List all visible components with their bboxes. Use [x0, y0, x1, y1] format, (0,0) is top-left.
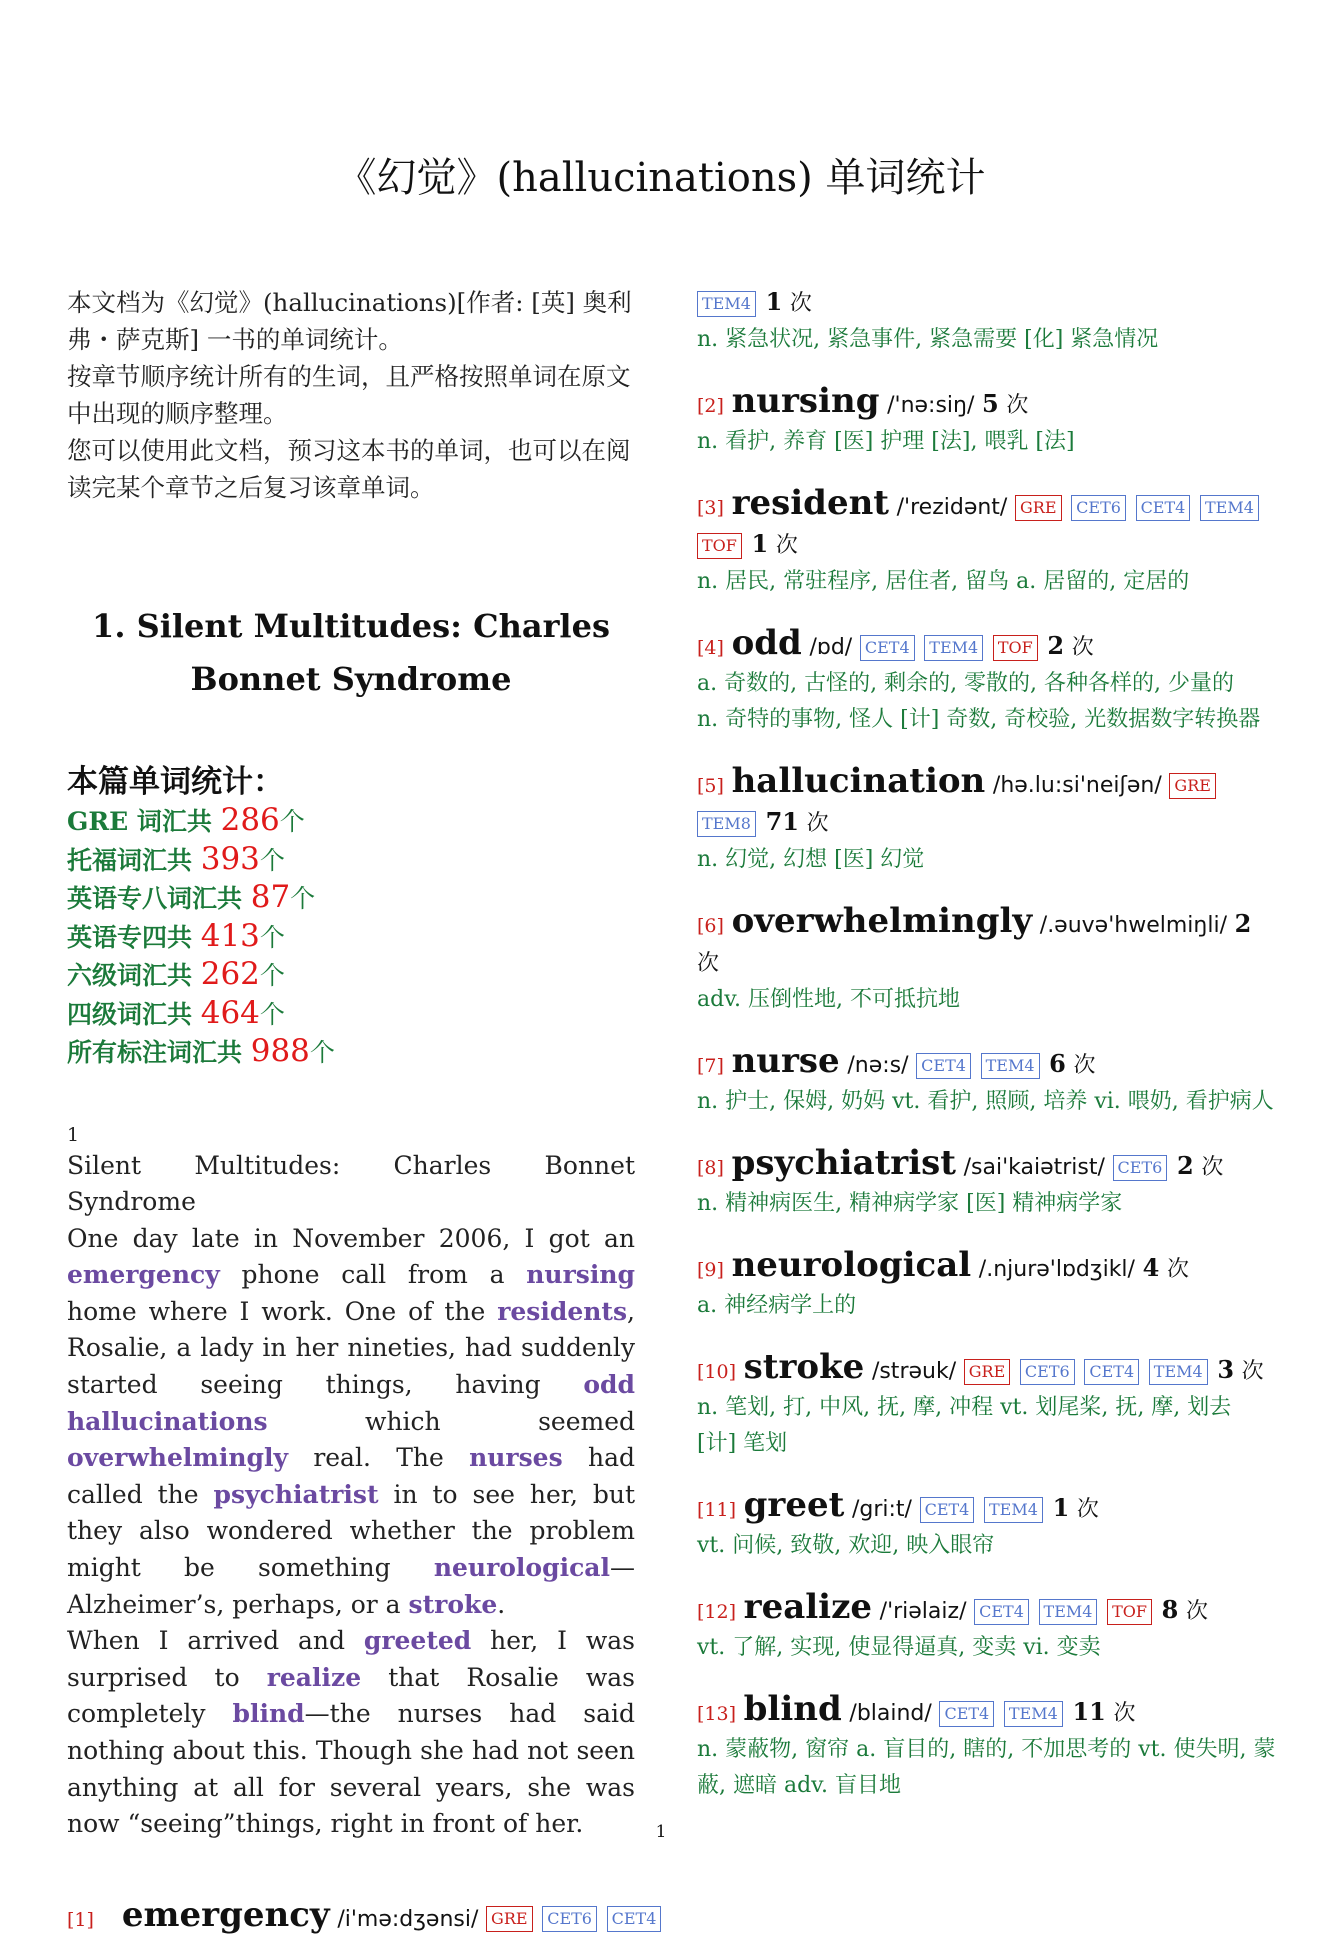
entry-definition: n. 看护, 养育 [医] 护理 [法], 喂乳 [法]: [697, 429, 1075, 454]
highlighted-word: overwhelmingly: [67, 1443, 289, 1473]
vocab-entry: [697, 1043, 1277, 1120]
stats-count: 262: [200, 956, 260, 992]
vocab-entry: [697, 1691, 1277, 1804]
entry-count: 71: [765, 807, 799, 836]
entry-word: greet: [743, 1485, 845, 1525]
entry-times: 次: [1201, 1155, 1224, 1180]
entry-times: 次: [1006, 393, 1029, 418]
stats-list: [67, 802, 635, 1072]
entry-times: 次: [775, 533, 798, 558]
exam-tag: CET6: [542, 1906, 597, 1932]
entry-definition: a. 神经病学上的: [697, 1293, 857, 1318]
highlighted-word: greeted: [363, 1626, 472, 1656]
intro-line: 本文档为《幻觉》(hallucinations)[作者: [英] 奥利弗・萨克斯] 一书的单词统计。: [67, 288, 632, 354]
stats-unit: 个: [309, 1038, 335, 1067]
exam-tag: CET4: [1084, 1359, 1139, 1385]
entry-definition: n. 护士, 保姆, 奶妈 vt. 看护, 照顾, 培养 vi. 喂奶, 看护病人: [697, 1089, 1274, 1114]
entry-definition: vt. 了解, 实现, 使显得逼真, 变卖 vi. 变卖: [697, 1635, 1101, 1660]
entry-word: realize: [743, 1587, 873, 1627]
entry-word: nurse: [731, 1041, 840, 1081]
stats-label: 四级词汇共: [67, 999, 201, 1029]
exam-tag: TEM4: [1149, 1359, 1208, 1385]
vocab-entry-continued: [697, 284, 1277, 358]
entry-head: [697, 1043, 1277, 1084]
exam-tag: CET4: [1136, 495, 1191, 521]
entry-definition: vt. 问候, 致敬, 欢迎, 映入眼帘: [697, 1533, 995, 1558]
stats-count: 413: [200, 917, 260, 954]
entry-count: 1: [1052, 1493, 1070, 1522]
entry-index: [1]: [67, 1908, 94, 1931]
entry-count: 8: [1161, 1595, 1179, 1624]
vocab-entry: [697, 1349, 1277, 1462]
stats-unit: 个: [290, 884, 316, 913]
exam-tag: GRE: [486, 1906, 533, 1932]
highlighted-word: realize: [266, 1662, 362, 1692]
highlighted-word: emergency: [67, 1260, 220, 1290]
entry-phonetic: /.əuvə'hwelmiŋli/: [1039, 913, 1227, 938]
stats-unit: 个: [259, 961, 285, 990]
entry-head: [697, 903, 1277, 982]
intro-line: 您可以使用此文档，预习这本书的单词，也可以在阅读完某个章节之后复习该章单词。: [67, 436, 631, 502]
entry-times: 次: [806, 811, 829, 836]
left-column: [67, 284, 657, 1935]
entry-count: 11: [1072, 1697, 1106, 1726]
exam-tag: CET4: [920, 1497, 975, 1523]
vocab-entry: [697, 1487, 1277, 1564]
entry-phonetic: /ɒd/: [809, 635, 853, 660]
entry-times: 次: [789, 291, 812, 316]
entry-times: 次: [1185, 1599, 1208, 1624]
exam-tag: GRE: [964, 1359, 1011, 1385]
entry-head: [697, 763, 1277, 842]
entry-word: resident: [731, 483, 889, 523]
stats-count: 286: [220, 802, 280, 838]
stats-item: [67, 956, 635, 995]
highlighted-word: neurological: [433, 1553, 610, 1583]
exam-tag: TEM8: [697, 811, 756, 837]
exam-tag: GRE: [1169, 773, 1216, 799]
vocab-entry: [697, 1145, 1277, 1222]
entry-word: hallucination: [731, 761, 986, 801]
vocab-entry-first: [67, 1894, 657, 1935]
exam-tag: GRE: [1015, 495, 1062, 521]
exam-tag: TEM4: [1039, 1599, 1098, 1625]
stats-item: [67, 879, 635, 918]
stats-item: [67, 918, 635, 957]
entry-definition: n. 精神病医生, 精神病学家 [医] 精神病学家: [697, 1191, 1123, 1216]
exam-tag: TEM4: [697, 291, 756, 317]
highlighted-word: odd: [583, 1370, 635, 1400]
chapter-title-line: Silent Multitudes: Charles Bonnet Syndrome: [67, 1150, 635, 1217]
entry-phonetic: /strəuk/: [871, 1359, 957, 1384]
highlighted-word: stroke: [408, 1589, 498, 1619]
entry-index: [5]: [697, 775, 724, 797]
entry-phonetic: /'nə:siŋ/: [887, 393, 975, 418]
entry-index: [2]: [697, 395, 724, 417]
exam-tag: CET4: [860, 635, 915, 661]
stats-unit: 个: [279, 807, 305, 836]
exam-tag: TOF: [993, 635, 1038, 661]
entry-times: 次: [697, 951, 720, 976]
entry-head: [697, 284, 1277, 322]
stats-unit: 个: [259, 845, 285, 875]
entry-word: nursing: [731, 381, 880, 421]
stats-count: 988: [250, 1033, 310, 1069]
entry-count: 4: [1142, 1253, 1160, 1282]
entry-index: [3]: [697, 497, 724, 519]
entry-head: [697, 1589, 1277, 1630]
exam-tag: CET4: [916, 1053, 971, 1079]
entry-count: 6: [1049, 1049, 1066, 1078]
entry-count: 5: [982, 389, 999, 418]
exam-tag: CET4: [607, 1906, 662, 1932]
entry-head: [697, 383, 1277, 424]
vocab-entry: [697, 903, 1277, 1018]
stats-label: 英语专四共: [67, 922, 201, 952]
exam-tag: CET6: [1071, 495, 1126, 521]
vocab-entry: [697, 1589, 1277, 1666]
entry-times: 次: [1113, 1701, 1136, 1726]
entry-head: [697, 625, 1277, 666]
entry-word: stroke: [743, 1347, 865, 1387]
highlighted-word: residents: [497, 1296, 628, 1326]
entry-word: emergency: [121, 1894, 330, 1935]
exam-tag: TEM4: [981, 1053, 1040, 1079]
exam-tag: CET6: [1113, 1155, 1168, 1181]
entry-count: 1: [765, 287, 783, 316]
vocab-entry: [697, 383, 1277, 460]
exam-tag: CET4: [939, 1701, 994, 1727]
stats-label: GRE 词汇共: [67, 807, 221, 836]
entry-head: [697, 485, 1277, 564]
intro-line: 按章节顺序统计所有的生词，且严格按照单词在原文中出现的顺序整理。: [67, 362, 631, 428]
stats-title: 本篇单词统计：: [67, 764, 284, 800]
stats-count: 464: [200, 994, 260, 1031]
entry-phonetic: /i'mə:dʒənsi/: [337, 1906, 479, 1932]
entry-times: 次: [1076, 1497, 1099, 1522]
chapter-heading: 1. Silent Multitudes: Charles Bonnet Syndrome: [92, 607, 610, 698]
passage: [67, 1148, 635, 1843]
passage-paragraph: When I arrived and greeted her, I was surprised to realize that Rosalie was completely blind—the nurses had said nothing about this. Though she had not seen anything at all for several years, she was now “seeing”things, right in front of her.: [67, 1626, 635, 1839]
stats-label: 所有标注词汇共: [67, 1038, 251, 1067]
stats-count: 393: [200, 840, 260, 877]
entry-word: overwhelmingly: [731, 901, 1033, 941]
exam-tag: TEM4: [984, 1497, 1043, 1523]
entry-definition: n. 蒙蔽物, 窗帘 a. 盲目的, 瞎的, 不加思考的 vt. 使失明, 蒙蔽, 遮暗 adv. 盲目地: [697, 1737, 1276, 1798]
stats-label: 六级词汇共: [67, 961, 201, 990]
stats-label: 英语专八词汇共: [67, 884, 251, 913]
vocab-entry: [697, 763, 1277, 878]
entry-word: psychiatrist: [731, 1143, 956, 1183]
entry-times: 次: [1073, 1053, 1096, 1078]
entry-head: [697, 1487, 1277, 1528]
exam-tag: TEM4: [1200, 495, 1259, 521]
exam-tag: TEM4: [1004, 1701, 1063, 1727]
entry-count: 2: [1047, 631, 1065, 660]
highlighted-word: psychiatrist: [213, 1479, 379, 1509]
entry-times: 次: [1166, 1257, 1189, 1282]
highlighted-word: blind: [232, 1699, 305, 1729]
entry-phonetic: /gri:t/: [851, 1497, 912, 1522]
page-number: 1: [655, 1822, 667, 1842]
entry-definition: n. 笔划, 打, 中风, 抚, 摩, 冲程 vt. 划尾桨, 抚, 摩, 划去 [计] 笔划: [697, 1395, 1232, 1456]
entry-word: odd: [731, 623, 802, 663]
entry-definition: n. 奇特的事物, 怪人 [计] 奇数, 奇校验, 光数据数字转换器: [697, 707, 1261, 732]
exam-tag: CET6: [1020, 1359, 1075, 1385]
entry-word: neurological: [731, 1245, 972, 1285]
entry-count: 2: [1176, 1151, 1194, 1180]
entry-head: [697, 1349, 1277, 1390]
entry-definition: n. 幻觉, 幻想 [医] 幻觉: [697, 847, 925, 872]
entry-index: [12]: [697, 1601, 737, 1623]
stats-item: [67, 1033, 635, 1072]
right-column: [697, 284, 1277, 1829]
stats-unit: 个: [259, 922, 285, 952]
entry-definition: n. 居民, 常驻程序, 居住者, 留鸟 a. 居留的, 定居的: [697, 569, 1190, 594]
entry-index: [13]: [697, 1703, 737, 1725]
chapter-number: 1: [67, 1123, 80, 1146]
entry-phonetic: /.njurə'lɒdʒikl/: [978, 1257, 1135, 1282]
entry-index: [8]: [697, 1157, 724, 1179]
stats-item: [67, 802, 635, 841]
entry-times: 次: [1241, 1359, 1264, 1384]
entry-count: 3: [1217, 1355, 1235, 1384]
entry-word: blind: [743, 1689, 842, 1729]
stats-item: [67, 841, 635, 880]
entry-phonetic: /blaind/: [849, 1701, 932, 1726]
entry-count: 2: [1234, 909, 1252, 938]
entry-count: 1: [751, 529, 769, 558]
vocab-entry: [697, 1247, 1277, 1324]
highlighted-word: nursing: [526, 1260, 635, 1290]
entry-phonetic: /hə.lu:si'neiʃən/: [992, 773, 1162, 798]
vocab-entry-list: [697, 383, 1277, 1804]
exam-tag: TOF: [697, 533, 742, 559]
entry-index: [6]: [697, 915, 724, 937]
vocab-entry: [697, 485, 1277, 600]
entry-head: [697, 1247, 1277, 1288]
intro: [67, 284, 635, 506]
stats-label: 托福词汇共: [67, 845, 201, 875]
entry-index: [9]: [697, 1259, 724, 1281]
entry-phonetic: /'riəlaiz/: [879, 1599, 967, 1624]
exam-tag: TEM4: [924, 635, 983, 661]
entry-definition: a. 奇数的, 古怪的, 剩余的, 零散的, 各种各样的, 少量的: [697, 671, 1235, 696]
passage-paragraph: One day late in November 2006, I got an emergency phone call from a nursing home where I work. One of the residents, Rosalie, a lady in her nineties, had suddenly started seeing things, having odd hallucinations which seemed overwhelmingly real. The nurses had called the psychiatrist in to see her, but they also wondered whether the problem might be something neurological—Alzheimer’s, perhaps, or a stroke.: [67, 1223, 635, 1619]
stats-count: 87: [250, 879, 291, 915]
stats-item: [67, 995, 635, 1034]
highlighted-word: hallucinations: [67, 1406, 268, 1436]
entry-phonetic: /'rezidənt/: [896, 495, 1008, 520]
exam-tag: TOF: [1107, 1599, 1152, 1625]
entry-times: 次: [1071, 635, 1094, 660]
entry-head: [697, 1145, 1277, 1186]
entry-definition: adv. 压倒性地, 不可抵抗地: [697, 987, 960, 1012]
entry-index: [7]: [697, 1055, 724, 1077]
vocab-entry: [697, 625, 1277, 738]
entry-head: [697, 1691, 1277, 1732]
entry-index: [11]: [697, 1499, 737, 1521]
entry-phonetic: /nə:s/: [847, 1053, 909, 1078]
entry-index: [10]: [697, 1361, 737, 1383]
page-title: 《幻觉》(hallucinations) 单词统计: [336, 155, 986, 201]
entry-index: [4]: [697, 637, 724, 659]
stats-unit: 个: [259, 999, 285, 1029]
entry-phonetic: /sai'kaiətrist/: [963, 1155, 1105, 1180]
highlighted-word: nurses: [469, 1443, 563, 1473]
exam-tag: CET4: [974, 1599, 1029, 1625]
entry-definition: n. 紧急状况, 紧急事件, 紧急需要 [化] 紧急情况: [697, 327, 1159, 352]
